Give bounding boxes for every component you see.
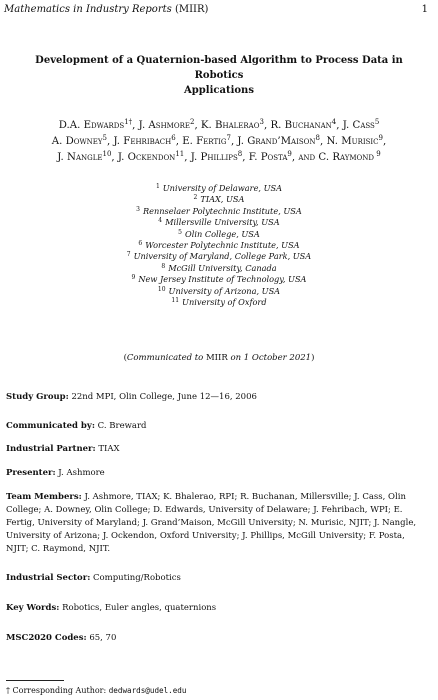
affiliation: $^{10}$ University of Arizona, USA	[157, 285, 281, 296]
field-value: C. Breward	[94, 421, 147, 431]
author: E. Fertig	[182, 136, 227, 147]
industrial-sector-field	[6, 572, 428, 585]
affiliation: $^9$ New Jersey Institute of Technology, USA	[131, 274, 307, 285]
author: A. Downey	[51, 136, 103, 147]
author-sup: 8	[315, 134, 321, 142]
author: J. Fehribach	[113, 136, 172, 147]
page-number: 1	[421, 4, 428, 15]
field-label: Industrial Partner:	[6, 444, 96, 454]
author-sup: 1†	[124, 118, 133, 126]
author-sup: 5	[102, 134, 108, 142]
communication-note: (Communicated to MIIR on 1 October 2021)	[123, 353, 315, 363]
affiliation: $^8$ McGill University, Canada	[161, 262, 277, 273]
footnote: † Corresponding Author: dedwards@udel.edu	[6, 686, 187, 695]
study-group-field	[6, 391, 428, 404]
field-value: TIAX	[95, 444, 120, 454]
field-value: 22nd MPI, Olin College, June 12—16, 2006	[68, 392, 257, 402]
author-sup: 5	[374, 118, 380, 126]
author-sup: 2	[189, 118, 195, 126]
presenter-field	[6, 467, 428, 480]
author-sup: 8	[237, 150, 243, 158]
title-line-2: Applications	[184, 85, 254, 96]
field-value: Robotics, Euler angles, quaternions	[59, 603, 217, 613]
author-sup: 7	[226, 134, 231, 142]
field-label: Industrial Sector:	[6, 573, 91, 583]
author-sup: 3	[259, 118, 264, 126]
field-value: J. Ashmore	[55, 468, 105, 478]
field-value: J. Ashmore, TIAX; K. Bhalerao, RPI; R. Buchanan, Millersville; J. Cass, Olin College; A. Downey, Olin College; D. Edwards, University of Delaware; J. Fehribach, WPI; E. Fertig, University of Maryland; J. Grand’Maison, McGill University; N. Murisic, NJIT; J. Nangle, University of Arizona; J. Ockendon, Oxford University; J. Phillips, McGill University; F. Posta, NJIT; C. Raymond, NJIT.	[6, 492, 417, 555]
author: J. Ockendon	[117, 152, 176, 163]
field-label: Team Members:	[6, 492, 82, 502]
affiliation: $^2$ TIAX, USA	[193, 194, 245, 205]
field-label: Presenter:	[6, 468, 56, 478]
author-line-2: A. Downey$^5$, J. Fehribach$^6$, E. Fertig$^7$, J. Grand’Maison$^8$, N. Murisic$^9$,	[51, 134, 387, 147]
msc-codes-field	[6, 632, 428, 645]
affiliation: $^5$ Olin College, USA	[178, 228, 260, 239]
affiliation-list	[0, 183, 438, 308]
field-value: 65, 70	[86, 633, 117, 643]
author: J. Ashmore	[138, 120, 190, 131]
author-sup: 9	[374, 150, 381, 158]
affiliation: $^4$ Millersville University, USA	[158, 217, 280, 228]
author: J. Nangle	[57, 152, 103, 163]
field-label: Communicated by:	[6, 421, 95, 431]
team-members-field	[6, 491, 428, 556]
affiliation: $^3$ Rennselaer Polytechnic Institute, USA	[136, 205, 302, 216]
dagger-mark: †	[6, 686, 10, 695]
communicated-by-field	[6, 420, 428, 433]
author: N. Murisic	[326, 136, 379, 147]
author: F. Posta	[248, 152, 288, 163]
author-sup: 9	[287, 150, 292, 158]
field-label: Study Group:	[6, 392, 69, 402]
author-list	[4, 118, 434, 166]
author: C. Raymond	[318, 152, 375, 163]
affiliation: $^{11}$ University of Oxford	[171, 297, 267, 308]
author-line-3: J. Nangle$^{10}$, J. Ockendon$^{11}$, J. Phillips$^8$, F. Posta$^9$, and C. Raymond $^9$	[57, 150, 381, 163]
author: R. Buchanan	[270, 120, 332, 131]
author: J. Phillips	[190, 152, 238, 163]
author-sup: 6	[171, 134, 176, 142]
email-link[interactable]: dedwards@udel.edu	[108, 686, 187, 695]
running-header	[0, 4, 438, 18]
journal-name: Mathematics in Industry Reports (MIIR)	[4, 4, 209, 15]
title-line-1: Development of a Quaternion-based Algorithm to Process Data in Robotics	[35, 55, 403, 81]
author: J. Cass	[342, 120, 375, 131]
key-words-field	[6, 602, 428, 615]
author: K. Bhalerao	[200, 120, 260, 131]
affiliation: $^1$ University of Delaware, USA	[155, 183, 283, 193]
author: J. Grand’Maison	[237, 136, 316, 147]
footnote-rule	[6, 680, 64, 681]
industrial-partner-field	[6, 443, 428, 456]
affiliation: $^7$ University of Maryland, College Park, USA	[126, 251, 312, 262]
author-sup: 10	[102, 150, 112, 158]
author-sup: 4	[331, 118, 337, 126]
author-sup: 11	[175, 150, 185, 158]
paper-title	[20, 53, 418, 98]
author: D.A. Edwards	[58, 120, 125, 131]
author-line-1: D.A. Edwards$^{1\dagger}$, J. Ashmore$^2$, K. Bhalerao$^3$, R. Buchanan$^4$, J. Cass$^5$	[58, 118, 380, 131]
field-value: Computing/Robotics	[90, 573, 181, 583]
affiliation: $^6$ Worcester Polytechnic Institute, USA	[138, 240, 300, 251]
field-label: Key Words:	[6, 603, 60, 613]
author-sup: 9	[378, 134, 383, 142]
field-label: MSC2020 Codes:	[6, 633, 87, 643]
